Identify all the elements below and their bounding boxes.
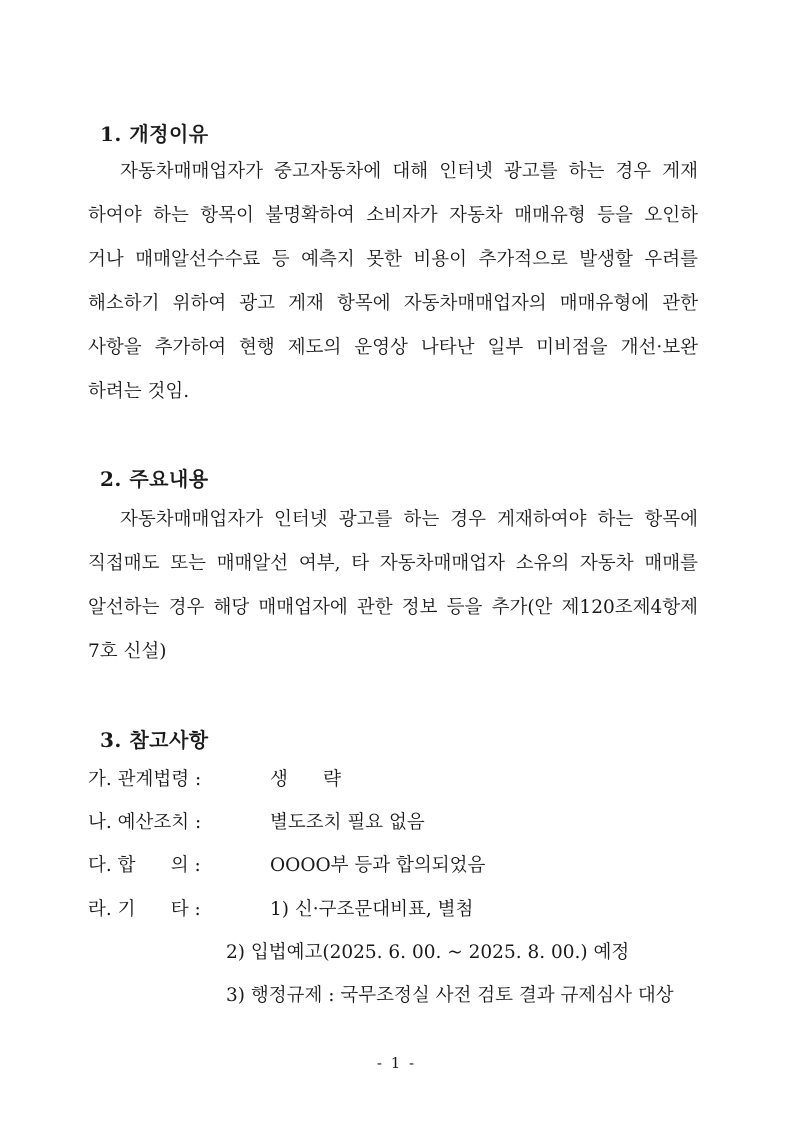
section-body-main-content bbox=[88, 498, 698, 674]
reference-value: OOOO부 등과 합의되었음 bbox=[270, 855, 486, 876]
paragraph-line: 자동차매매업자가 인터넷 광고를 하는 경우 게재하여야 하는 항목에 bbox=[120, 509, 698, 530]
paragraph-line: 하여야 하는 항목이 불명확하여 소비자가 자동차 매매유형 등을 오인하 bbox=[88, 205, 698, 226]
paragraph-line: 자동차매매업자가 중고자동차에 대해 인터넷 광고를 하는 경우 게재 bbox=[120, 161, 698, 182]
paragraph-line: 사항을 추가하여 현행 제도의 운영상 나타난 일부 미비점을 개선·보완 bbox=[88, 337, 698, 358]
reference-item-consultation bbox=[88, 853, 485, 879]
paragraph-line: 알선하는 경우 해당 매매업자에 관한 정보 등을 추가(안 제120조제4항제 bbox=[88, 597, 698, 618]
reference-value: 생 략 bbox=[270, 769, 342, 790]
reference-subitem-legislative-notice: 2) 입법예고(2025. 6. 00. ~ 2025. 8. 00.) 예정 bbox=[226, 942, 630, 963]
reference-item-related-laws bbox=[88, 767, 341, 793]
reference-label: 다. 합 의 : bbox=[88, 855, 201, 876]
reference-value: 별도조치 필요 없음 bbox=[270, 812, 425, 833]
paragraph-line: 거나 매매알선수수료 등 예측지 못한 비용이 추가적으로 발생할 우려를 bbox=[88, 249, 698, 270]
reference-label: 가. 관계법령 : bbox=[88, 769, 202, 790]
reference-label: 나. 예산조치 : bbox=[88, 812, 202, 833]
page-number: - 1 - bbox=[376, 1054, 417, 1072]
reference-item-budget bbox=[88, 810, 425, 836]
section-heading-main-content: 2. 주요내용 bbox=[100, 467, 209, 491]
paragraph-line: 해소하기 위하여 광고 게재 항목에 자동차매매업자의 매매유형에 관한 bbox=[88, 293, 698, 314]
paragraph-line: 하려는 것임. bbox=[88, 381, 190, 402]
reference-subitem-regulation-review: 3) 행정규제 : 국무조정실 사전 검토 결과 규제심사 대상 bbox=[226, 985, 674, 1006]
reference-item-other bbox=[88, 897, 473, 923]
reference-value: 1) 신·구조문대비표, 별첨 bbox=[270, 899, 474, 920]
section-heading-references: 3. 참고사항 bbox=[100, 728, 209, 752]
section-body-revision-reason bbox=[88, 150, 698, 414]
paragraph-line: 직접매도 또는 매매알선 여부, 타 자동차매매업자 소유의 자동차 매매를 bbox=[88, 553, 698, 574]
section-heading-revision-reason: 1. 개정이유 bbox=[100, 122, 209, 146]
reference-label: 라. 기 타 : bbox=[88, 899, 201, 920]
paragraph-line: 7호 신설) bbox=[88, 641, 167, 662]
